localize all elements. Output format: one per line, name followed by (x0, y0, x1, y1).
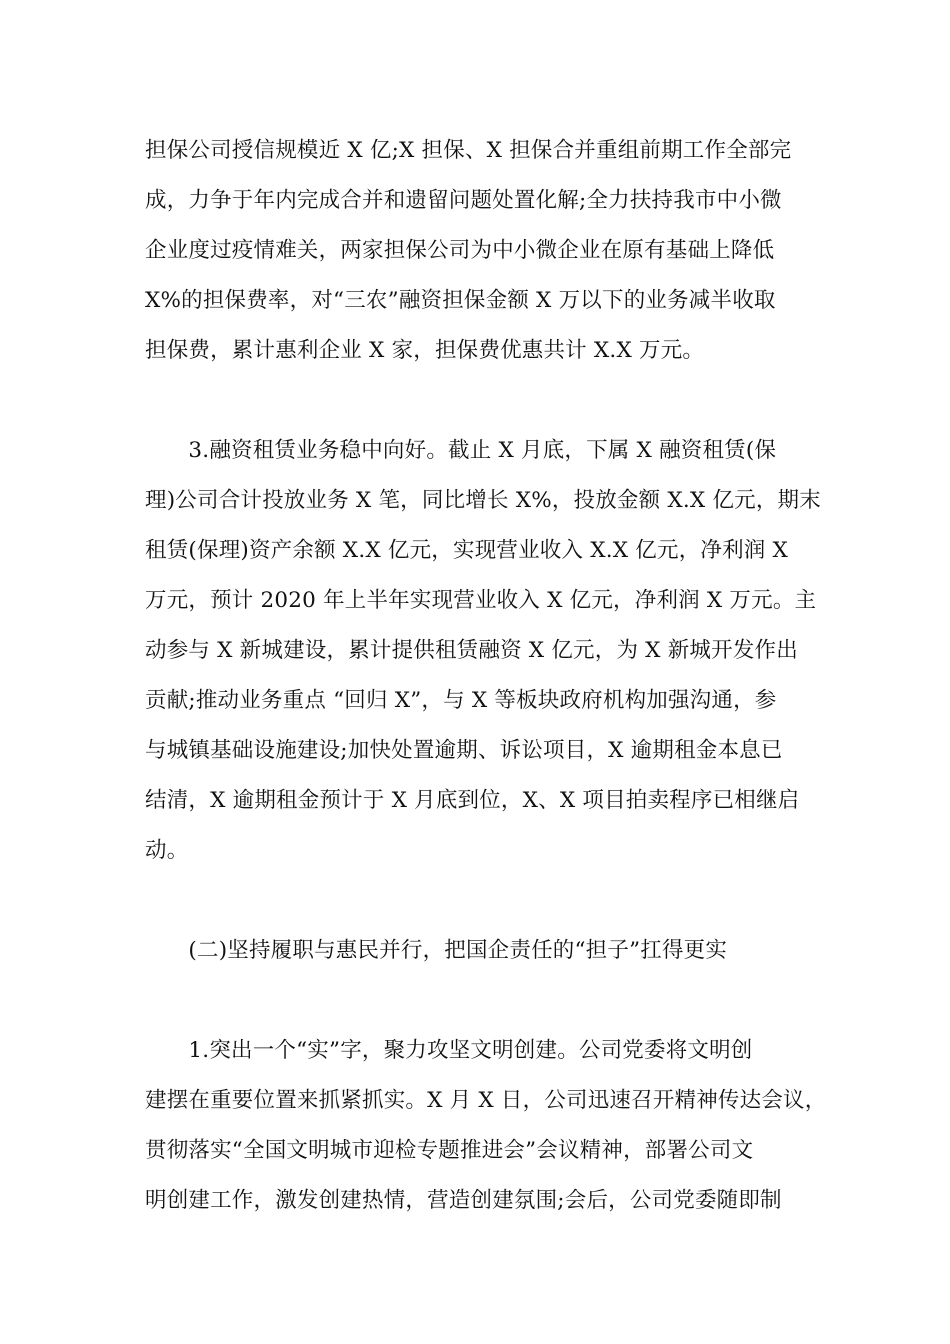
text-line: 企业度过疫情难关，两家担保公司为中小微企业在原有基础上降低 (145, 238, 775, 263)
text-line: 与城镇基础设施建设;加快处置逾期、诉讼项目，X 逾期租金本息已 (145, 738, 783, 763)
text-line: 明创建工作，激发创建热情，营造创建氛围;会后，公司党委随即制 (145, 1188, 782, 1213)
text-line: 1.突出一个“实”字，聚力攻坚文明创建。公司党委将文明创 (145, 1038, 753, 1063)
text-line: 建摆在重要位置来抓紧抓实。X 月 X 日，公司迅速召开精神传达会议， (145, 1088, 827, 1113)
text-line: X%的担保费率，对“三农”融资担保金额 X 万以下的业务减半收取 (145, 288, 776, 313)
text-line: 3.融资租赁业务稳中向好。截止 X 月底，下属 X 融资租赁(保 (145, 438, 777, 463)
text-line: 万元，预计 2020 年上半年实现营业收入 X 亿元，净利润 X 万元。主 (145, 588, 817, 613)
text-line: 理)公司合计投放业务 X 笔，同比增长 X%，投放金额 X.X 亿元，期末 (145, 488, 821, 513)
text-line: 动。 (145, 838, 189, 863)
text-line: 贯彻落实“全国文明城市迎检专题推进会”会议精神，部署公司文 (145, 1138, 754, 1163)
text-line: 动参与 X 新城建设，累计提供租赁融资 X 亿元，为 X 新城开发作出 (145, 638, 798, 663)
text-line: 结清，X 逾期租金预计于 X 月底到位，X、X 项目拍卖程序已相继启 (145, 788, 800, 813)
text-line: 贡献;推动业务重点 “回归 X”，与 X 等板块政府机构加强沟通，参 (145, 688, 777, 713)
text-line: 担保公司授信规模近 X 亿;X 担保、X 担保合并重组前期工作全部完 (145, 138, 792, 163)
text-line: 成，力争于年内完成合并和遗留问题处置化解;全力扶持我市中小微 (145, 188, 782, 213)
text-line: 担保费，累计惠利企业 X 家，担保费优惠共计 X.X 万元。 (145, 338, 705, 363)
text-line: 租赁(保理)资产余额 X.X 亿元，实现营业收入 X.X 亿元，净利润 X (145, 538, 789, 563)
heading-line: (二)坚持履职与惠民并行，把国企责任的“担子”扛得更实 (145, 938, 728, 963)
